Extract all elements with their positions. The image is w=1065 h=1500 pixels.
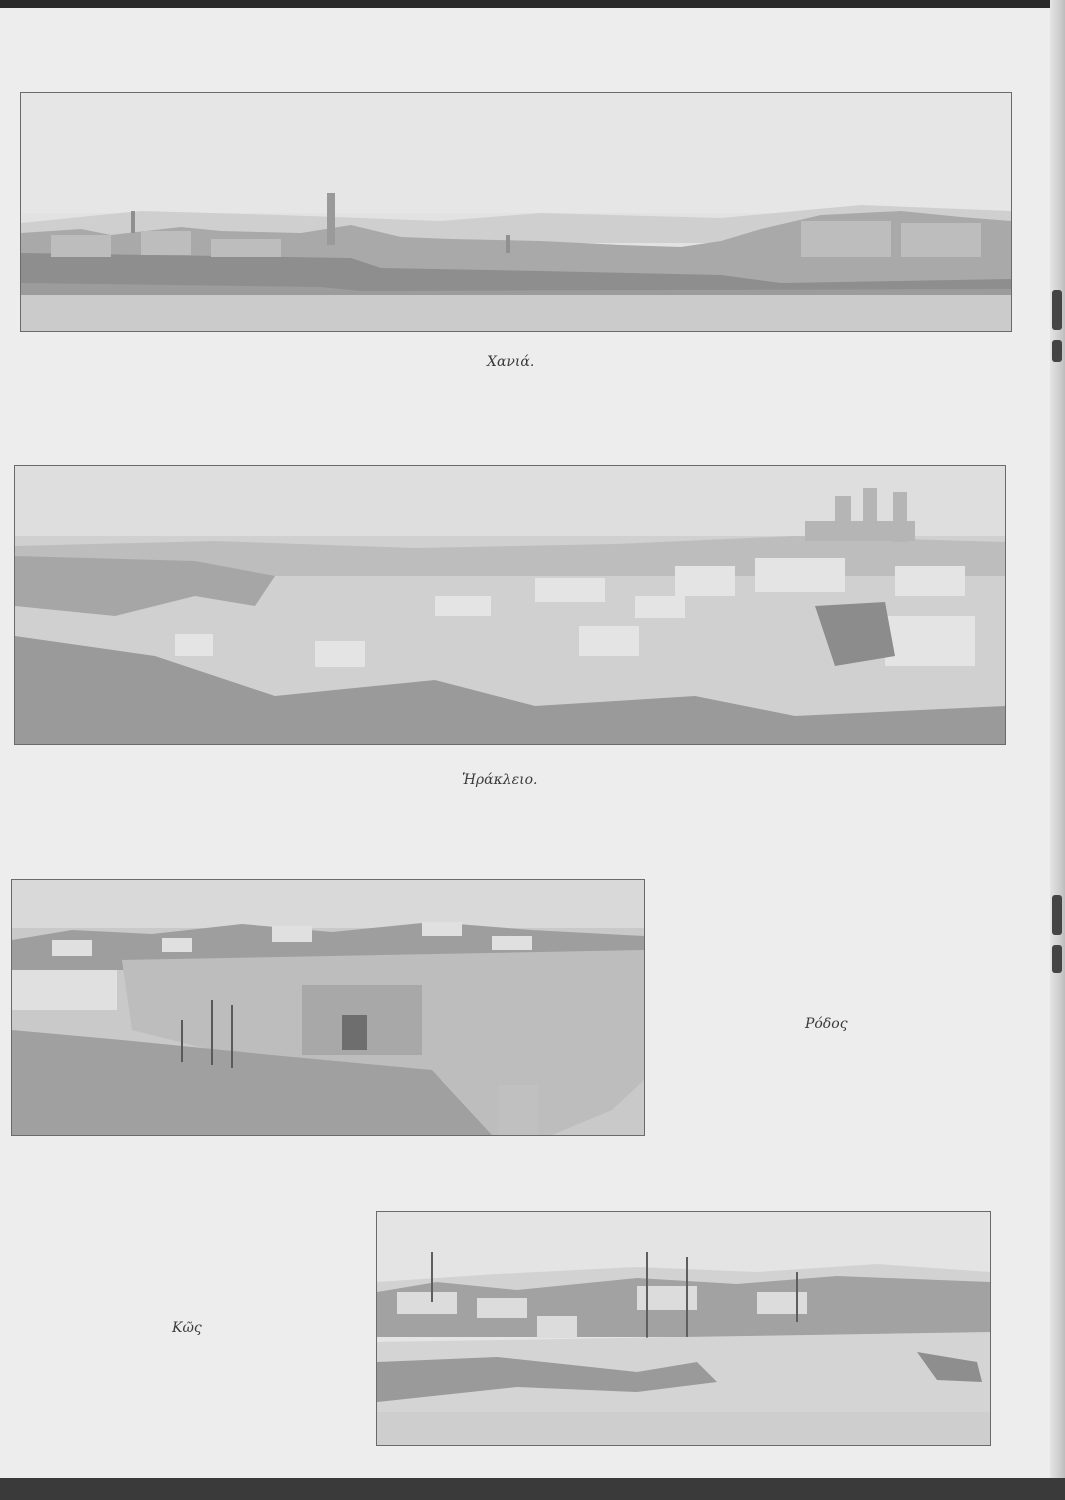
photo-kos bbox=[376, 1211, 991, 1446]
photo-heraklion bbox=[14, 465, 1006, 745]
binding-stain bbox=[1052, 895, 1062, 935]
scan-top-edge bbox=[0, 0, 1065, 8]
photo-chania bbox=[20, 92, 1012, 332]
caption-chania: Χανιά. bbox=[487, 354, 535, 370]
scan-bottom-edge bbox=[0, 1478, 1065, 1500]
caption-heraklion: Ἡράκλειο. bbox=[462, 772, 538, 788]
binding-stain bbox=[1052, 290, 1062, 330]
photo-rhodes bbox=[11, 879, 645, 1136]
caption-rhodes: Ρόδος bbox=[805, 1016, 848, 1032]
binding-stain bbox=[1052, 340, 1062, 362]
binding-stain bbox=[1052, 945, 1062, 973]
caption-kos: Κῶς bbox=[172, 1320, 202, 1336]
page-binding-edge bbox=[1050, 0, 1065, 1500]
